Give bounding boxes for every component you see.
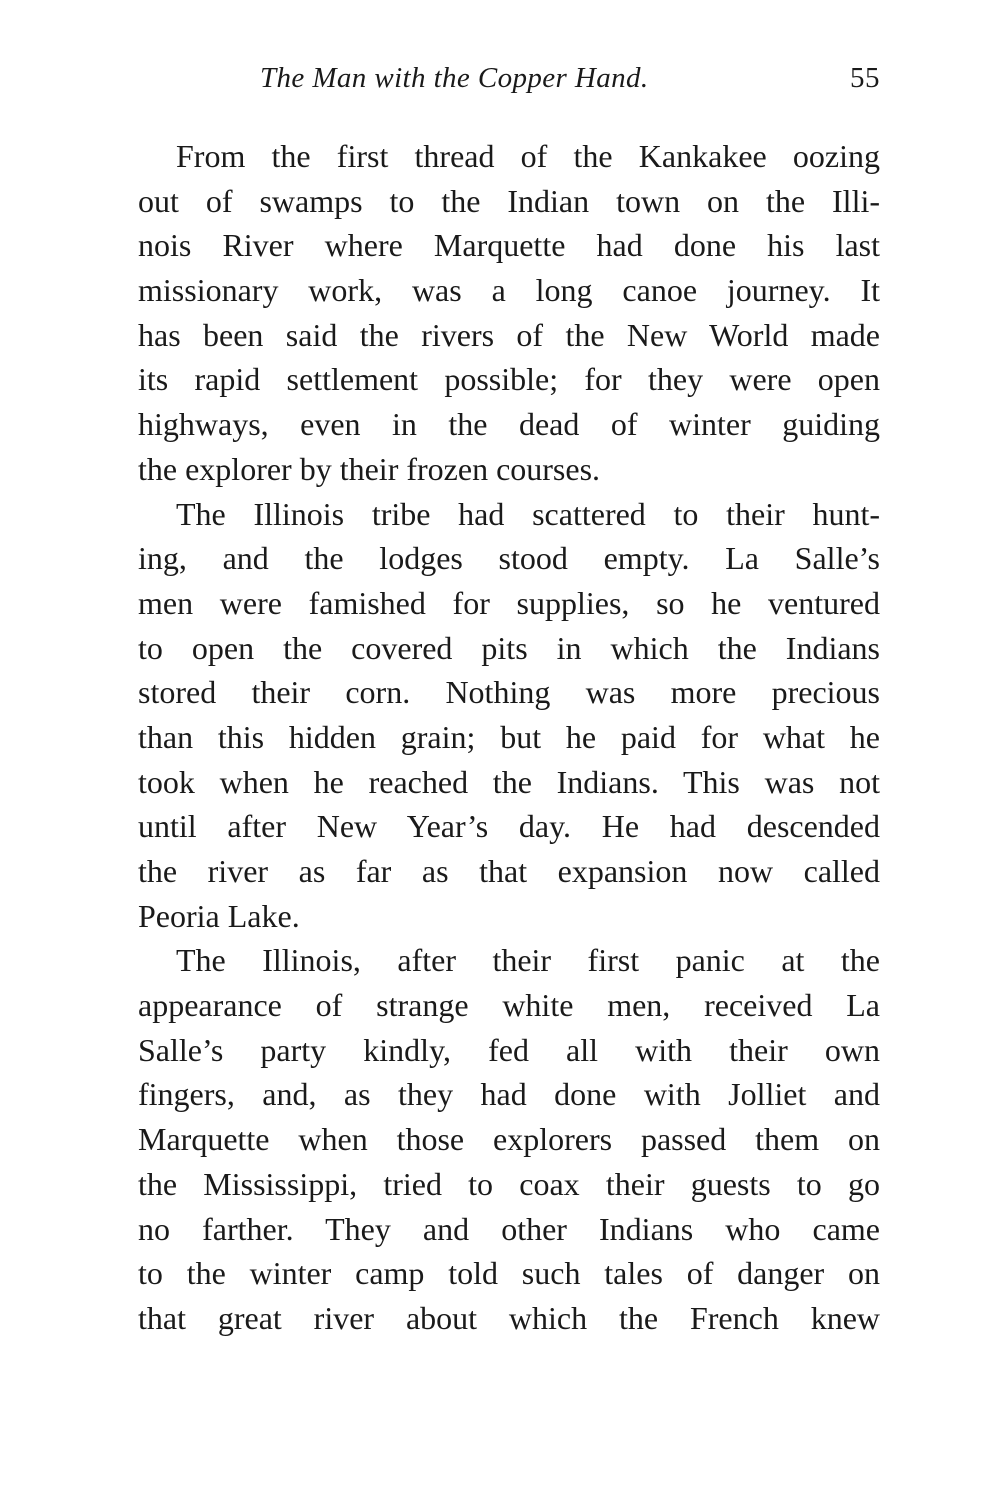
text-line: Marquette when those explorers passed them on [138, 1121, 880, 1158]
text-line: that great river about which the French knew [138, 1299, 880, 1336]
text-line: ing, and the lodges stood empty. La Salle’s [138, 540, 880, 577]
text-line: nois River where Marquette had done his last [138, 227, 880, 264]
text-line: fingers, and, as they had done with Jolliet and [138, 1076, 880, 1113]
text-line: Peoria Lake. [138, 897, 300, 934]
running-head [138, 56, 880, 100]
text-line: stored their corn. Nothing was more precious [138, 674, 880, 711]
text-line: its rapid settlement possible; for they were open [138, 361, 880, 398]
running-title: The Man with the Copper Hand. [260, 62, 649, 94]
text-line: highways, even in the dead of winter guiding [138, 406, 880, 443]
text-line: than this hidden grain; but he paid for what he [138, 718, 880, 755]
text-line: Salle’s party kindly, fed all with their own [138, 1031, 880, 1068]
text-line: the Mississippi, tried to coax their guests to go [138, 1165, 880, 1202]
text-line: The Illinois, after their first panic at the [176, 942, 880, 979]
text-line: has been said the rivers of the New World made [138, 316, 880, 353]
body-text [138, 134, 880, 1341]
page-number: 55 [850, 62, 880, 94]
text-line: From the first thread of the Kankakee oozing [176, 138, 880, 174]
text-line: The Illinois tribe had scattered to their hunt- [176, 495, 880, 532]
text-line: missionary work, was a long canoe journey. It [138, 272, 880, 309]
text-line: to the winter camp told such tales of danger on [138, 1255, 880, 1292]
text-line: men were famished for supplies, so he ventured [138, 584, 880, 621]
text-line: appearance of strange white men, received La [138, 987, 880, 1024]
text-line: out of swamps to the Indian town on the Illi- [138, 182, 880, 219]
text-line: no farther. They and other Indians who came [138, 1210, 880, 1247]
paragraph-3 [138, 938, 880, 1340]
paragraph-2 [138, 492, 880, 939]
text-line: the river as far as that expansion now called [138, 853, 880, 889]
text-line: to open the covered pits in which the Indians [138, 629, 880, 666]
text-line: until after New Year’s day. He had descended [138, 808, 880, 845]
text-line: took when he reached the Indians. This was not [138, 763, 880, 800]
paragraph-1 [138, 134, 880, 492]
text-line: the explorer by their frozen courses. [138, 450, 601, 487]
